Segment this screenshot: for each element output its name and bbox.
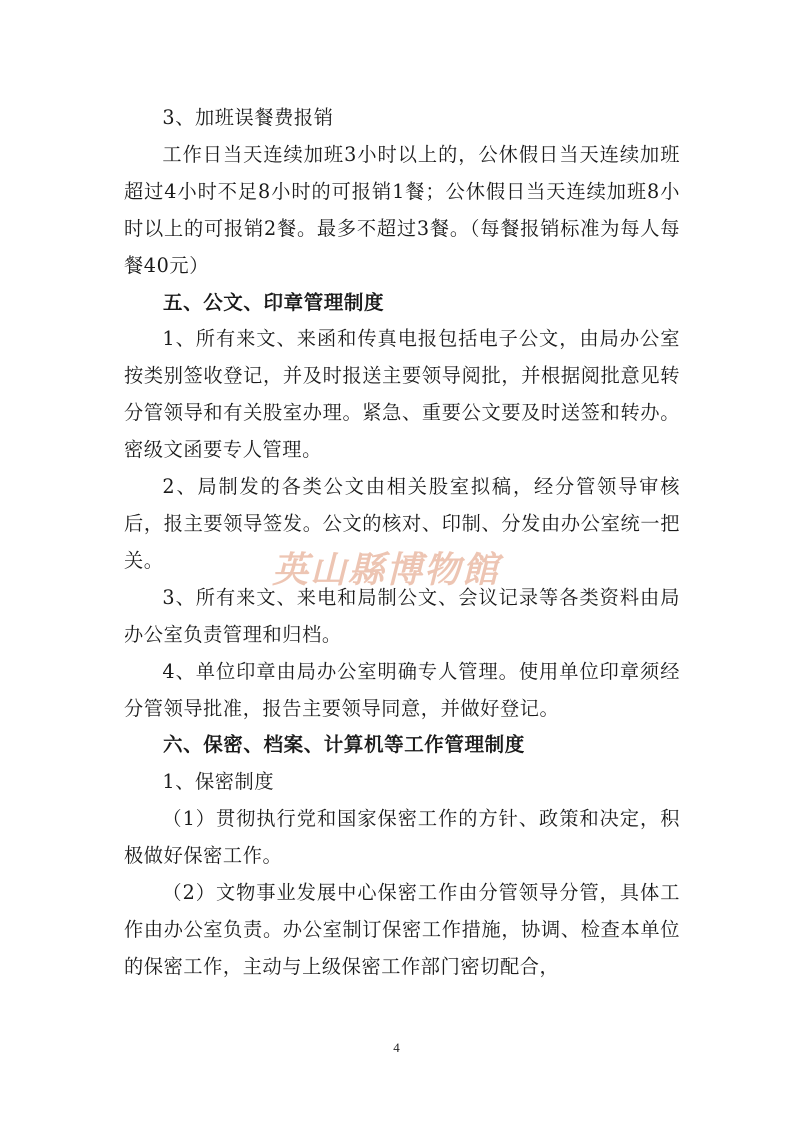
paragraph-issued-documents: 2、局制发的各类公文由相关股室拟稿，经分管领导审核后，报主要领导签发。公文的核对、印制、分发由办公室统一把关。 [124,475,680,572]
page-number: 4 [393,1040,400,1055]
document-body [124,100,680,986]
paragraph-archiving: 3、所有来文、来电和局制公文、会议记录等各类资料由局办公室负责管理和归档。 [124,585,680,646]
paragraph-seal-management: 4、单位印章由局办公室明确专人管理。使用单位印章须经分管领导批准，报告主要领导同意，并做好登记。 [124,659,680,720]
paragraph-incoming-documents: 1、所有来文、来函和传真电报包括电子公文，由局办公室按类别签收登记，并及时报送主要领导阅批，并根据阅批意见转分管领导和有关股室办理。紧急、重要公文要及时送签和转办。密级文函要专人管理。 [124,327,680,462]
paragraph-confidentiality-item-2: （2）文物事业发展中心保密工作由分管领导分管，具体工作由办公室负责。办公室制订保密工作措施，协调、检查本单位的保密工作，主动与上级保密工作部门密切配合， [124,881,680,978]
paragraph-overtime-meal-title: 3、加班误餐费报销 [162,106,334,129]
section-heading-confidentiality: 六、保密、档案、计算机等工作管理制度 [163,733,525,757]
paragraph-confidentiality-item-1: （1）贯彻执行党和国家保密工作的方针、政策和决定，积极做好保密工作。 [124,807,680,868]
section-heading-documents-seals: 五、公文、印章管理制度 [163,290,385,314]
paragraph-confidentiality-title: 1、保密制度 [162,770,275,794]
museum-watermark: 英山縣博物館 [272,549,501,591]
paragraph-overtime-meal-rules: 工作日当天连续加班3小时以上的，公休假日当天连续加班超过4小时不足8小时的可报销1餐；公休假日当天连续加班8小时以上的可报销2餐。最多不超过3餐。（每餐报销标准为每人每餐40元） [124,142,680,277]
